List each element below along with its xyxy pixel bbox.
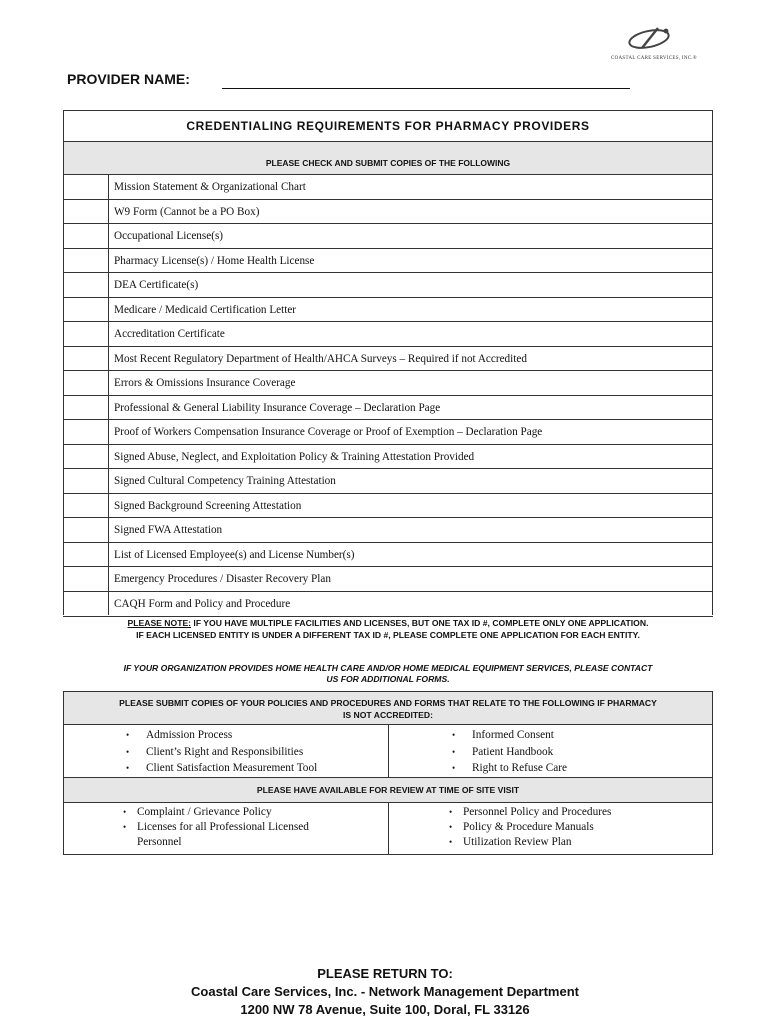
list-item [123,820,388,835]
checklist-row [63,493,713,518]
policies-left-list [64,727,388,777]
logo-text: COASTAL CARE SERVICES, INC.® [610,56,698,61]
policies-header-line-2: IS NOT ACCREDITED: [343,710,433,720]
checklist-row [63,199,713,224]
policies-right-list [389,727,712,777]
checklist-row [63,321,713,346]
list-item [137,835,388,850]
home-health-note-line-1: IF YOUR ORGANIZATION PROVIDES HOME HEALTH CARE AND/OR HOME MEDICAL EQUIPMENT SERVICES, PLEASE CONTACT [123,663,653,673]
checklist-item-label: W9 Form (Cannot be a PO Box) [109,200,713,224]
list-item-text: Client Satisfaction Measurement Tool [146,762,318,774]
bullet-icon: • [126,763,130,773]
checklist [63,174,713,615]
bullet-icon: • [452,763,456,773]
checklist-row [63,542,713,567]
site-visit-right-column [388,803,712,855]
checklist-row [63,346,713,371]
checkbox[interactable] [63,371,109,395]
checklist-row [63,468,713,493]
checklist-row [63,566,713,591]
checklist-item-label: Pharmacy License(s) / Home Health License [109,249,713,273]
return-address [0,965,770,1019]
policies-columns [64,724,712,778]
logo-swirl-icon [622,24,682,54]
multiple-facilities-note [63,616,713,641]
home-health-note [63,663,713,685]
checkbox[interactable] [63,200,109,224]
home-health-note-line-2: US FOR ADDITIONAL FORMS. [326,674,450,684]
checklist-item-label: Signed Cultural Competency Training Attestation [109,469,713,493]
site-visit-left-column [64,803,388,855]
checkbox[interactable] [63,175,109,199]
note-line-1 [63,617,713,629]
checklist-header: PLEASE CHECK AND SUBMIT COPIES OF THE FOLLOWING [63,142,713,174]
checklist-item-label: List of Licensed Employee(s) and License Number(s) [109,543,713,567]
checkbox[interactable] [63,347,109,371]
bullet-icon: • [449,806,453,817]
policies-table [63,691,713,855]
checklist-row [63,272,713,297]
site-visit-right-list [389,805,712,851]
checklist-row [63,444,713,469]
list-item-text: Personnel [137,835,182,848]
site-visit-left-list [64,805,388,851]
list-item-text: Licenses for all Professional Licensed [137,820,309,833]
checklist-row [63,517,713,542]
checkbox[interactable] [63,445,109,469]
checklist-row [63,248,713,273]
bullet-icon: • [452,746,456,757]
checklist-item-label: Proof of Workers Compensation Insurance Coverage or Proof of Exemption – Declaration Page [109,420,713,444]
list-item-text: Right to Refuse Care [472,762,568,774]
policies-header [64,692,712,724]
bullet-icon: • [126,730,130,740]
checklist-item-label: Emergency Procedures / Disaster Recovery Plan [109,567,713,591]
checkbox[interactable] [63,298,109,322]
bullet-icon: • [449,836,453,847]
list-item [449,835,712,850]
provider-name-label: PROVIDER NAME: [67,71,190,87]
policies-left-column [64,725,388,777]
checklist-item-label: Mission Statement & Organizational Chart [109,175,713,199]
checkbox[interactable] [63,396,109,420]
checklist-item-label: Professional & General Liability Insurance Coverage – Declaration Page [109,396,713,420]
list-item-text: Admission Process [146,729,233,741]
bullet-icon: • [123,806,127,817]
list-item-text: Policy & Procedure Manuals [463,820,594,833]
provider-name-field[interactable] [222,88,630,89]
checklist-item-label: DEA Certificate(s) [109,273,713,297]
checklist-item-label: Medicare / Medicaid Certification Letter [109,298,713,322]
site-visit-columns [64,802,712,855]
checklist-row [63,174,713,199]
bullet-icon: • [452,730,456,740]
return-street: 1200 NW 78 Avenue, Suite 100, Doral, FL 33126 [240,1002,530,1017]
checklist-item-label: Errors & Omissions Insurance Coverage [109,371,713,395]
checkbox[interactable] [63,494,109,518]
list-item-text: Informed Consent [472,729,554,741]
checklist-row [63,591,713,616]
checkbox[interactable] [63,543,109,567]
site-visit-header: PLEASE HAVE AVAILABLE FOR REVIEW AT TIME OF SITE VISIT [64,778,712,802]
list-item [452,744,712,761]
note-line-2: IF EACH LICENSED ENTITY IS UNDER A DIFFERENT TAX ID #, PLEASE COMPLETE ONE APPLICATION FOR EACH ENTITY. [136,630,640,640]
form-title: CREDENTIALING REQUIREMENTS FOR PHARMACY PROVIDERS [63,110,713,142]
checklist-item-label: Most Recent Regulatory Department of Health/AHCA Surveys – Required if not Accredited [109,347,713,371]
list-item [449,820,712,835]
list-item-text: Patient Handbook [472,745,554,758]
checkbox[interactable] [63,249,109,273]
checklist-row [63,395,713,420]
list-item-text: Complaint / Grievance Policy [137,805,272,818]
checklist-item-label: Signed FWA Attestation [109,518,713,542]
list-item [126,727,388,744]
policies-header-line-1: PLEASE SUBMIT COPIES OF YOUR POLICIES AND PROCEDURES AND FORMS THAT RELATE TO THE FOLLOWING IF PHARMACY [119,698,657,708]
checkbox[interactable] [63,224,109,248]
bullet-icon: • [123,821,127,832]
list-item [452,760,712,777]
checklist-row [63,419,713,444]
checkbox[interactable] [63,273,109,297]
checklist-item-label: Accreditation Certificate [109,322,713,346]
note-prefix: PLEASE NOTE: [127,618,192,628]
company-logo [604,24,696,68]
bullet-icon: • [126,746,130,757]
checklist-item-label: Signed Abuse, Neglect, and Exploitation Policy & Training Attestation Provided [109,445,713,469]
list-item-text: Client’s Right and Responsibilities [146,745,304,758]
list-item-text: Personnel Policy and Procedures [463,805,612,818]
list-item [449,805,712,820]
policies-right-column [388,725,712,777]
list-item [126,744,388,761]
checklist-row [63,370,713,395]
checklist-item-label: Signed Background Screening Attestation [109,494,713,518]
checkbox[interactable] [63,567,109,591]
checklist-row [63,223,713,248]
checkbox[interactable] [63,518,109,542]
checklist-row [63,297,713,322]
checkbox[interactable] [63,469,109,493]
checklist-item-label: CAQH Form and Policy and Procedure [109,592,713,616]
checkbox[interactable] [63,592,109,616]
list-item-text: Utilization Review Plan [463,835,572,848]
list-item [126,760,388,777]
checkbox[interactable] [63,420,109,444]
return-heading: PLEASE RETURN TO: [317,966,453,981]
list-item [452,727,712,744]
return-company: Coastal Care Services, Inc. - Network Management Department [191,984,579,999]
list-item [123,805,388,820]
bullet-icon: • [449,821,453,832]
checklist-item-label: Occupational License(s) [109,224,713,248]
note-line-1-text: IF YOU HAVE MULTIPLE FACILITIES AND LICENSES, BUT ONE TAX ID #, COMPLETE ONLY ONE APPLICATION. [191,618,649,628]
checkbox[interactable] [63,322,109,346]
